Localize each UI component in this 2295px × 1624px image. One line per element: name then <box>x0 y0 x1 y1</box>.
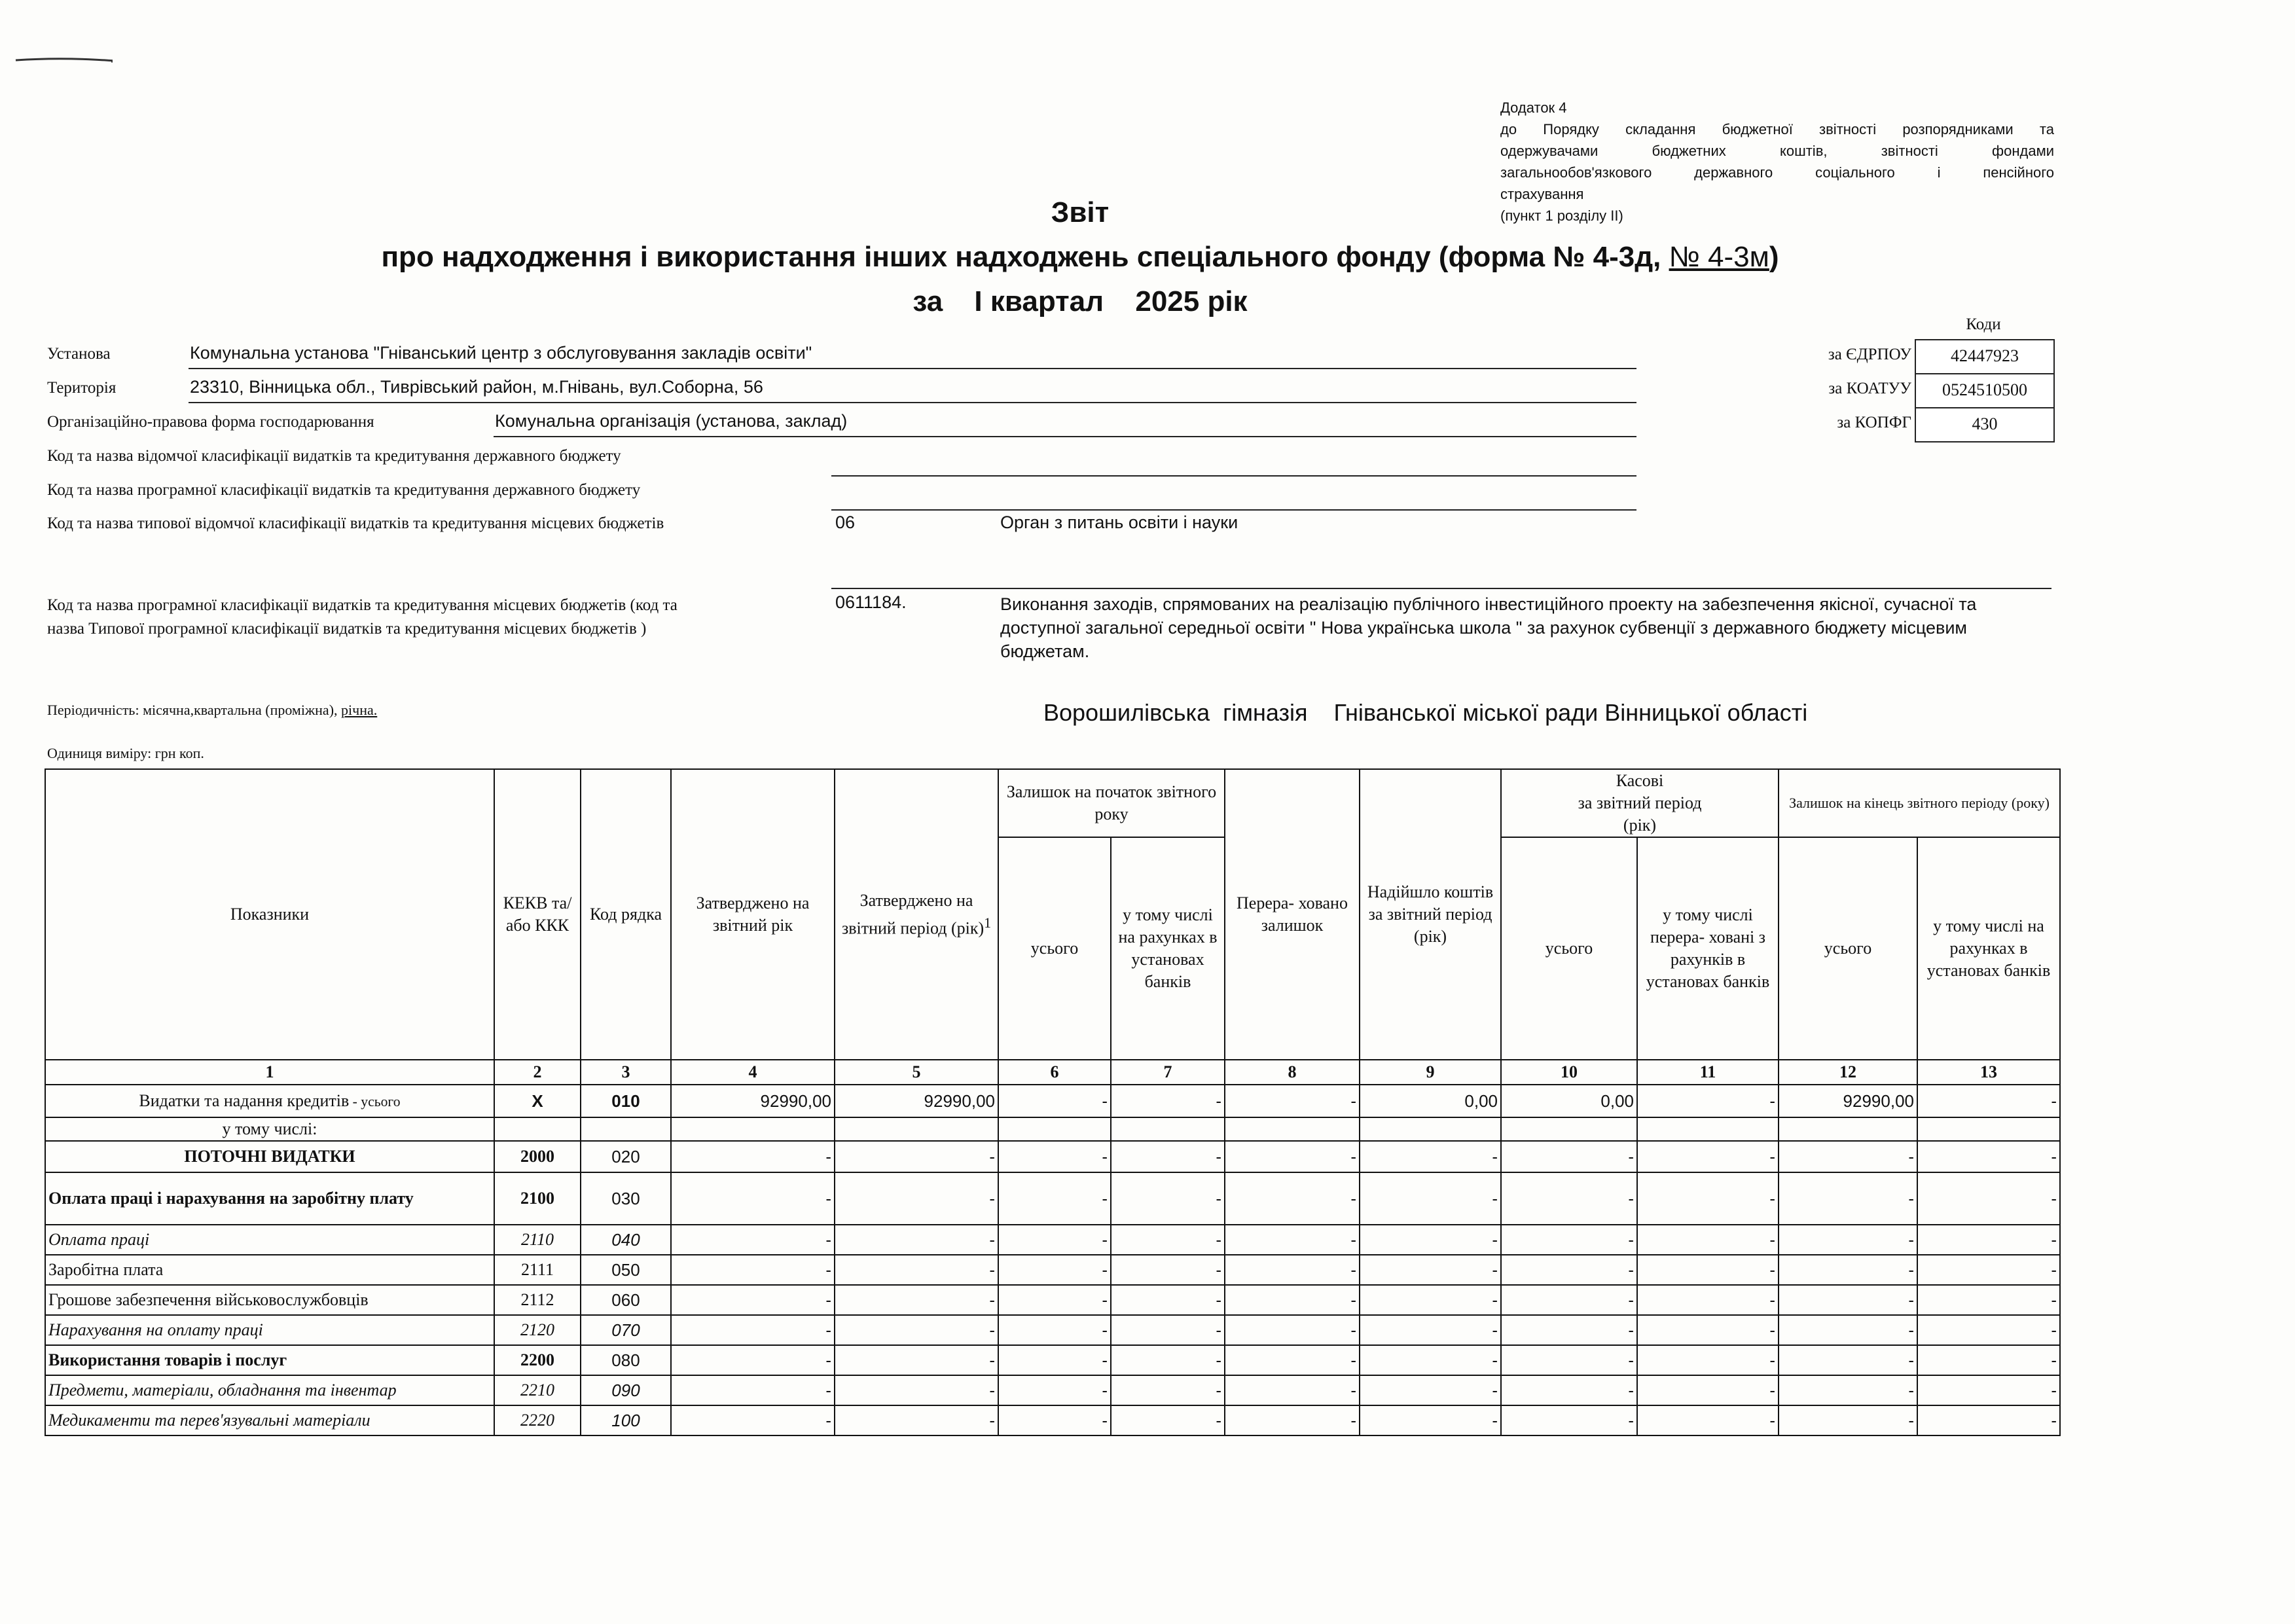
prog-local-name-line-1: Виконання заходів, спрямованих на реалізацію публічного інвестиційного проекту на забезпечення якісної, сучасної та <box>1000 594 1977 614</box>
col-cash <box>1501 769 1779 837</box>
row-value-col-6: - <box>998 1315 1111 1345</box>
row-indicator-name <box>45 1315 494 1345</box>
row-value-col-6: - <box>998 1172 1111 1225</box>
row-kekv: 2200 <box>494 1345 581 1375</box>
dept-local-code: 06 <box>835 513 856 532</box>
col-balance-end-total: усього <box>1779 837 1917 1060</box>
report-subtitle-end: ) <box>1769 241 1779 273</box>
row-value-col-10 <box>1501 1117 1637 1141</box>
row-value-col-9: - <box>1360 1172 1501 1225</box>
row-value-col-11: - <box>1637 1285 1779 1315</box>
periodicity <box>47 702 377 719</box>
row-value-col-8: - <box>1225 1141 1360 1172</box>
table-body <box>45 1085 2060 1435</box>
row-value-col-12: - <box>1779 1315 1917 1345</box>
annex-line-5: страхування <box>1500 186 1584 202</box>
row-value-col-10: - <box>1501 1225 1637 1255</box>
row-value-col-13: - <box>1917 1225 2060 1255</box>
col-number: 3 <box>581 1060 671 1085</box>
col-cash-incl: у тому числі перера- ховані з рахунків в установах банків <box>1637 837 1779 1060</box>
row-value-col-4: 92990,00 <box>671 1085 835 1117</box>
org-form-underline <box>494 436 1636 437</box>
edrpou-code: 42447923 <box>1915 339 2055 374</box>
org-form-label: Організаційно-правова форма господарювання <box>47 413 374 431</box>
row-value-col-9: - <box>1360 1255 1501 1285</box>
row-value-col-8: - <box>1225 1375 1360 1405</box>
row-value-col-11: - <box>1637 1345 1779 1375</box>
row-value-col-5: - <box>835 1255 998 1285</box>
annex-line-2: до Порядку складання бюджетної звітності розпорядниками та <box>1500 121 2054 137</box>
row-value-col-5 <box>835 1117 998 1141</box>
row-value-col-5: - <box>835 1141 998 1172</box>
col-number: 11 <box>1637 1060 1779 1085</box>
territory-label: Територія <box>47 379 117 397</box>
col-approved-period-footnote: 1 <box>984 914 992 931</box>
row-kekv <box>494 1117 581 1141</box>
row-value-col-8: - <box>1225 1172 1360 1225</box>
row-kekv: 2220 <box>494 1405 581 1435</box>
report-subtitle-main: про надходження і використання інших надходжень спеціального фонду (форма № 4-3д, <box>381 241 1669 273</box>
row-value-col-13: - <box>1917 1141 2060 1172</box>
row-value-col-6: - <box>998 1141 1111 1172</box>
row-value-col-10: - <box>1501 1285 1637 1315</box>
prog-local-name <box>1000 592 1976 663</box>
periodicity-value: річна. <box>341 702 378 718</box>
row-code: 040 <box>581 1225 671 1255</box>
row-value-col-13: - <box>1917 1345 2060 1375</box>
prog-local-label-line-2: назва Типової програмної класифікації видатків та кредитування місцевих бюджетів ) <box>47 620 647 638</box>
row-indicator-text: у тому числі: <box>222 1119 317 1138</box>
row-value-col-4: - <box>671 1172 835 1225</box>
prog-state-underline <box>831 509 1636 511</box>
row-value-col-11: - <box>1637 1405 1779 1435</box>
row-value-col-5: - <box>835 1225 998 1255</box>
row-kekv: 2111 <box>494 1255 581 1285</box>
row-value-col-4: - <box>671 1405 835 1435</box>
row-indicator-name <box>45 1085 494 1117</box>
col-indicators: Показники <box>45 769 494 1060</box>
row-value-col-6: - <box>998 1085 1111 1117</box>
row-value-col-9: - <box>1360 1285 1501 1315</box>
institution-underline <box>189 368 1636 369</box>
row-code: 090 <box>581 1375 671 1405</box>
row-value-col-8: - <box>1225 1255 1360 1285</box>
row-value-col-10: 0,00 <box>1501 1085 1637 1117</box>
row-indicator-text: Грошове забезпечення військовослужбовців <box>48 1290 369 1309</box>
row-value-col-9: - <box>1360 1315 1501 1345</box>
row-value-col-5: - <box>835 1285 998 1315</box>
col-approved-period-text: Затверджено на звітний період (рік) <box>841 890 985 938</box>
annex-line-4: загальнообов'язкового державного соціального і пенсійного <box>1500 164 2054 181</box>
row-value-col-12: - <box>1779 1225 1917 1255</box>
table-row <box>45 1315 2060 1345</box>
col-balance-start: Залишок на початок звітного року <box>998 769 1225 837</box>
period-prefix: за <box>913 285 943 317</box>
col-cash-sub1: за звітний період <box>1578 793 1702 812</box>
row-indicator-name <box>45 1375 494 1405</box>
row-value-col-7: - <box>1111 1405 1225 1435</box>
row-value-col-12: 92990,00 <box>1779 1085 1917 1117</box>
row-value-col-4: - <box>671 1255 835 1285</box>
col-approved-year: Затверджено на звітний рік <box>671 769 835 1060</box>
row-value-col-11: - <box>1637 1255 1779 1285</box>
row-value-col-4: - <box>671 1285 835 1315</box>
row-value-col-9: - <box>1360 1345 1501 1375</box>
col-approved-period <box>835 769 998 1060</box>
kopfg-label: за КОПФГ <box>1837 414 1911 431</box>
row-indicator-text: Видатки та надання кредитів <box>139 1091 350 1110</box>
table-row <box>45 1172 2060 1225</box>
row-value-col-13: - <box>1917 1255 2060 1285</box>
prog-local-code: 0611184. <box>835 592 907 612</box>
row-value-col-9: - <box>1360 1141 1501 1172</box>
col-number: 7 <box>1111 1060 1225 1085</box>
row-value-col-6: - <box>998 1285 1111 1315</box>
row-value-col-8: - <box>1225 1225 1360 1255</box>
row-value-col-13: - <box>1917 1172 2060 1225</box>
kopfg-code: 430 <box>1915 407 2055 442</box>
row-value-col-7: - <box>1111 1375 1225 1405</box>
row-indicator-text: Використання товарів і послуг <box>48 1350 287 1369</box>
col-number: 10 <box>1501 1060 1637 1085</box>
table-row <box>45 1117 2060 1141</box>
annex-line-1: Додаток 4 <box>1500 99 1567 116</box>
edrpou-label: за ЄДРПОУ <box>1828 346 1911 363</box>
dept-state-underline <box>831 475 1636 477</box>
row-indicator-name <box>45 1117 494 1141</box>
row-value-col-6: - <box>998 1225 1111 1255</box>
table-row <box>45 1085 2060 1117</box>
row-value-col-12: - <box>1779 1345 1917 1375</box>
row-value-col-13: - <box>1917 1375 2060 1405</box>
row-value-col-9: - <box>1360 1375 1501 1405</box>
row-value-col-9: 0,00 <box>1360 1085 1501 1117</box>
row-value-col-10: - <box>1501 1405 1637 1435</box>
row-value-col-7: - <box>1111 1085 1225 1117</box>
row-value-col-4: - <box>671 1141 835 1172</box>
row-indicator-text: Медикаменти та перев'язувальні матеріали <box>48 1411 370 1430</box>
table-row <box>45 1285 2060 1315</box>
row-indicator-name <box>45 1285 494 1315</box>
col-number: 6 <box>998 1060 1111 1085</box>
row-kekv: 2100 <box>494 1172 581 1225</box>
row-value-col-7: - <box>1111 1345 1225 1375</box>
row-value-col-5: - <box>835 1172 998 1225</box>
row-value-col-10: - <box>1501 1172 1637 1225</box>
row-value-col-6 <box>998 1117 1111 1141</box>
col-number: 9 <box>1360 1060 1501 1085</box>
row-value-col-11: - <box>1637 1172 1779 1225</box>
table-row <box>45 1255 2060 1285</box>
row-value-col-11: - <box>1637 1315 1779 1345</box>
row-indicator-text: Оплата праці <box>48 1230 150 1249</box>
row-value-col-11: - <box>1637 1225 1779 1255</box>
row-code: 070 <box>581 1315 671 1345</box>
report-period <box>0 285 2160 318</box>
annex-line-3: одержувачами бюджетних коштів, звітності фондами <box>1500 143 2054 159</box>
institution-label: Установа <box>47 345 111 363</box>
row-value-col-12: - <box>1779 1375 1917 1405</box>
row-indicator-name <box>45 1172 494 1225</box>
row-value-col-5: - <box>835 1345 998 1375</box>
row-value-col-4: - <box>671 1225 835 1255</box>
period-quarter: І квартал <box>974 285 1104 317</box>
col-number: 8 <box>1225 1060 1360 1085</box>
table-row <box>45 1225 2060 1255</box>
row-value-col-13 <box>1917 1117 2060 1141</box>
col-number: 5 <box>835 1060 998 1085</box>
report-subtitle-alt-form: № 4-3м <box>1669 241 1769 273</box>
row-value-col-7: - <box>1111 1255 1225 1285</box>
row-value-col-13: - <box>1917 1315 2060 1345</box>
row-value-col-8: - <box>1225 1285 1360 1315</box>
row-value-col-10: - <box>1501 1345 1637 1375</box>
col-number: 12 <box>1779 1060 1917 1085</box>
prog-local-name-line-3: бюджетам. <box>1000 641 1090 661</box>
row-value-col-12: - <box>1779 1285 1917 1315</box>
territory-value: 23310, Вінницька обл., Тиврівський район, м.Гнівань, вул.Соборна, 56 <box>190 377 763 397</box>
table-column-numbers <box>45 1060 2060 1085</box>
row-value-col-11: - <box>1637 1141 1779 1172</box>
row-value-col-12: - <box>1779 1255 1917 1285</box>
row-code: 010 <box>581 1085 671 1117</box>
row-value-col-7 <box>1111 1117 1225 1141</box>
col-balance-end: Залишок на кінець звітного періоду (року) <box>1779 769 2060 837</box>
row-value-col-8: - <box>1225 1405 1360 1435</box>
org-form-value: Комунальна організація (установа, заклад) <box>495 411 848 431</box>
row-indicator-name <box>45 1225 494 1255</box>
row-value-col-6: - <box>998 1255 1111 1285</box>
report-subtitle <box>0 241 2160 274</box>
row-value-col-9 <box>1360 1117 1501 1141</box>
row-value-col-8: - <box>1225 1315 1360 1345</box>
unit-of-measure: Одиниця виміру: грн коп. <box>47 745 204 761</box>
row-kekv: 2000 <box>494 1141 581 1172</box>
col-transferred: Перера- ховано залишок <box>1225 769 1360 1060</box>
row-value-col-12: - <box>1779 1141 1917 1172</box>
row-code: 100 <box>581 1405 671 1435</box>
row-value-col-4: - <box>671 1315 835 1345</box>
row-value-col-11: - <box>1637 1375 1779 1405</box>
row-kekv: 2110 <box>494 1225 581 1255</box>
row-kekv: Х <box>494 1085 581 1117</box>
row-indicator-text: Оплата праці і нарахування на заробітну плату <box>48 1189 414 1208</box>
row-value-col-5: - <box>835 1405 998 1435</box>
school-name: Ворошилівська гімназія Гніванської міської ради Вінницької області <box>1043 699 1808 726</box>
table-row <box>45 1375 2060 1405</box>
prog-local-label-line-1: Код та назва програмної класифікації видатків та кредитування місцевих бюджетів (код та <box>47 596 678 614</box>
koatuu-code: 0524510500 <box>1915 373 2055 408</box>
row-kekv: 2112 <box>494 1285 581 1315</box>
dept-state-label: Код та назва відомчої класифікації видатків та кредитування державного бюджету <box>47 447 621 465</box>
row-value-col-10: - <box>1501 1255 1637 1285</box>
col-cash-total: усього <box>1501 837 1637 1060</box>
dept-local-underline <box>831 588 2051 589</box>
table-row <box>45 1405 2060 1435</box>
row-value-col-4: - <box>671 1345 835 1375</box>
col-balance-start-banks: у тому числі на рахунках в установах банків <box>1111 837 1225 1060</box>
report-title: Звіт <box>1051 196 1110 228</box>
row-value-col-8 <box>1225 1117 1360 1141</box>
row-value-col-7: - <box>1111 1315 1225 1345</box>
territory-underline <box>189 402 1636 403</box>
row-value-col-13: - <box>1917 1285 2060 1315</box>
row-value-col-11 <box>1637 1117 1779 1141</box>
row-indicator-text: ПОТОЧНІ ВИДАТКИ <box>184 1147 355 1166</box>
table-row <box>45 1345 2060 1375</box>
table-row <box>45 1141 2060 1172</box>
row-code <box>581 1117 671 1141</box>
row-indicator-name <box>45 1255 494 1285</box>
row-value-col-13: - <box>1917 1085 2060 1117</box>
dept-local-label: Код та назва типової відомчої класифікації видатків та кредитування місцевих бюджетів <box>47 514 664 532</box>
row-indicator-name <box>45 1141 494 1172</box>
row-value-col-4 <box>671 1117 835 1141</box>
row-indicator-text: Заробітна плата <box>48 1260 164 1279</box>
period-year: 2025 рік <box>1135 285 1248 317</box>
row-value-col-4: - <box>671 1375 835 1405</box>
prog-state-label: Код та назва програмної класифікації видатків та кредитування державного бюджету <box>47 481 641 499</box>
col-number: 2 <box>494 1060 581 1085</box>
row-code: 030 <box>581 1172 671 1225</box>
row-value-col-10: - <box>1501 1375 1637 1405</box>
table-header-row-1 <box>45 769 2060 837</box>
row-indicator-text: Нарахування на оплату праці <box>48 1320 263 1339</box>
row-value-col-5: - <box>835 1315 998 1345</box>
row-value-col-13: - <box>1917 1405 2060 1435</box>
row-code: 020 <box>581 1141 671 1172</box>
row-indicator-name <box>45 1405 494 1435</box>
col-balance-end-banks: у тому числі на рахунках в установах банків <box>1917 837 2060 1060</box>
col-number: 1 <box>45 1060 494 1085</box>
row-value-col-6: - <box>998 1375 1111 1405</box>
codes-heading: Коди <box>1966 316 2001 333</box>
col-number: 4 <box>671 1060 835 1085</box>
row-code: 060 <box>581 1285 671 1315</box>
row-value-col-10: - <box>1501 1315 1637 1345</box>
row-value-col-7: - <box>1111 1141 1225 1172</box>
row-value-col-5: - <box>835 1375 998 1405</box>
row-value-col-11: - <box>1637 1085 1779 1117</box>
row-value-col-7: - <box>1111 1285 1225 1315</box>
row-indicator-suffix: - усього <box>349 1094 401 1110</box>
row-value-col-6: - <box>998 1405 1111 1435</box>
row-value-col-12 <box>1779 1117 1917 1141</box>
col-row-code: Код рядка <box>581 769 671 1060</box>
row-value-col-8: - <box>1225 1085 1360 1117</box>
report-table <box>45 768 2061 1436</box>
col-cash-sub2: (рік) <box>1623 816 1657 835</box>
row-value-col-5: 92990,00 <box>835 1085 998 1117</box>
col-number: 13 <box>1917 1060 2060 1085</box>
periodicity-label: Періодичність: місячна,квартальна (проміжна), <box>47 702 342 718</box>
prog-local-label <box>47 594 678 641</box>
row-indicator-name <box>45 1345 494 1375</box>
row-kekv: 2120 <box>494 1315 581 1345</box>
row-code: 050 <box>581 1255 671 1285</box>
row-value-col-8: - <box>1225 1345 1360 1375</box>
dept-local-name: Орган з питань освіти і науки <box>1000 513 1238 532</box>
row-value-col-9: - <box>1360 1405 1501 1435</box>
row-value-col-10: - <box>1501 1141 1637 1172</box>
row-kekv: 2210 <box>494 1375 581 1405</box>
col-balance-start-total: усього <box>998 837 1111 1060</box>
pen-mark <box>14 56 113 63</box>
koatuu-label: за КОАТУУ <box>1828 380 1911 397</box>
col-cash-title: Касові <box>1616 771 1664 790</box>
institution-value: Комунальна установа "Гніванський центр з обслуговування закладів освіти" <box>190 343 812 363</box>
col-kekv: КЕКВ та/або ККК <box>494 769 581 1060</box>
row-value-col-12: - <box>1779 1172 1917 1225</box>
row-value-col-7: - <box>1111 1225 1225 1255</box>
row-value-col-6: - <box>998 1345 1111 1375</box>
prog-local-name-line-2: доступної загальної середньої освіти " Нова українська школа " за рахунок субвенції з державного бюджету місцевим <box>1000 618 1967 638</box>
row-indicator-text: Предмети, матеріали, обладнання та інвентар <box>48 1380 397 1399</box>
row-value-col-9: - <box>1360 1225 1501 1255</box>
row-value-col-7: - <box>1111 1172 1225 1225</box>
annex-line-6: (пункт 1 розділу II) <box>1500 208 1623 224</box>
row-value-col-12: - <box>1779 1405 1917 1435</box>
col-received: Надійшло коштів за звітний період (рік) <box>1360 769 1501 1060</box>
row-code: 080 <box>581 1345 671 1375</box>
